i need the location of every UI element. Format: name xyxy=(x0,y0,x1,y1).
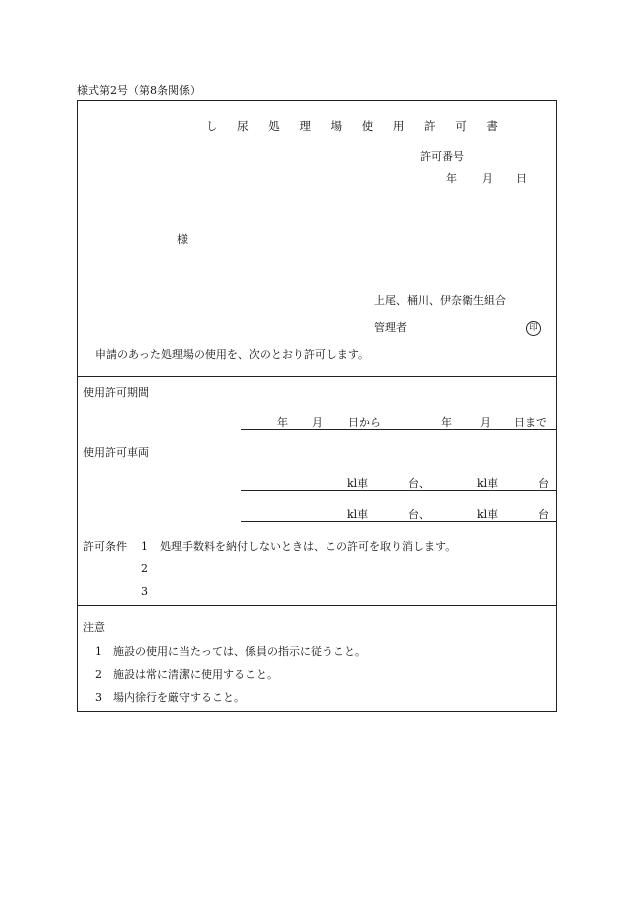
date-day: 日 xyxy=(516,172,527,185)
vehicle-row-1-kl-b: kl車 xyxy=(477,477,499,490)
condition-1-num: 1 xyxy=(141,540,148,553)
divider-2 xyxy=(78,605,556,606)
conditions-label: 許可条件 xyxy=(83,540,127,553)
note-2-num: 2 xyxy=(95,668,102,681)
period-start-month: 月 xyxy=(312,416,323,429)
note-3-text: 場内徐行を厳守すること。 xyxy=(113,691,245,704)
vehicle-row-1-count-b: 台 xyxy=(538,477,549,490)
vehicle-row-2-kl-b: kl車 xyxy=(477,508,499,521)
vehicle-row-1-underline xyxy=(241,490,557,491)
period-end-month: 月 xyxy=(480,416,491,429)
note-2-text: 施設は常に清潔に使用すること。 xyxy=(113,668,278,681)
vehicle-row-2-count-b: 台 xyxy=(538,508,549,521)
vehicle-row-2-kl-a: kl車 xyxy=(347,508,369,521)
addressee-suffix: 様 xyxy=(177,233,188,246)
period-underline xyxy=(241,429,557,430)
vehicle-row-1-kl-a: kl車 xyxy=(347,477,369,490)
period-start-year: 年 xyxy=(277,416,288,429)
condition-2-num: 2 xyxy=(141,562,148,575)
vehicle-row-2-underline xyxy=(241,521,557,522)
vehicle-row-2-count-a: 台、 xyxy=(408,508,430,521)
date-year: 年 xyxy=(446,172,457,185)
permit-form xyxy=(77,100,557,712)
notes-label: 注意 xyxy=(83,621,105,634)
intro-text: 申請のあった処理場の使用を、次のとおり許可します。 xyxy=(95,348,370,361)
note-3-num: 3 xyxy=(95,691,102,704)
condition-1-text: 処理手数料を納付しないときは、この許可を取り消します。 xyxy=(160,540,457,553)
permit-number-label: 許可番号 xyxy=(420,150,464,163)
seal-mark: 印 xyxy=(526,321,541,336)
note-1-num: 1 xyxy=(95,645,102,658)
period-end-year: 年 xyxy=(441,416,452,429)
note-1-text: 施設の使用に当たっては、係員の指示に従うこと。 xyxy=(113,645,366,658)
document-title: し 尿 処 理 場 使 用 許 可 書 xyxy=(206,119,506,133)
condition-3-num: 3 xyxy=(141,585,148,598)
organization-name: 上尾、桶川、伊奈衛生組合 xyxy=(374,294,506,307)
divider-1 xyxy=(78,376,556,377)
period-label: 使用許可期間 xyxy=(83,386,149,399)
vehicles-label: 使用許可車両 xyxy=(83,446,149,459)
form-id: 様式第2号（第8条関係） xyxy=(77,84,201,97)
administrator-label: 管理者 xyxy=(374,321,407,334)
period-start-day: 日から xyxy=(348,416,381,429)
date-month: 月 xyxy=(482,172,493,185)
vehicle-row-1-count-a: 台、 xyxy=(408,477,430,490)
period-end-day: 日まで xyxy=(514,416,547,429)
